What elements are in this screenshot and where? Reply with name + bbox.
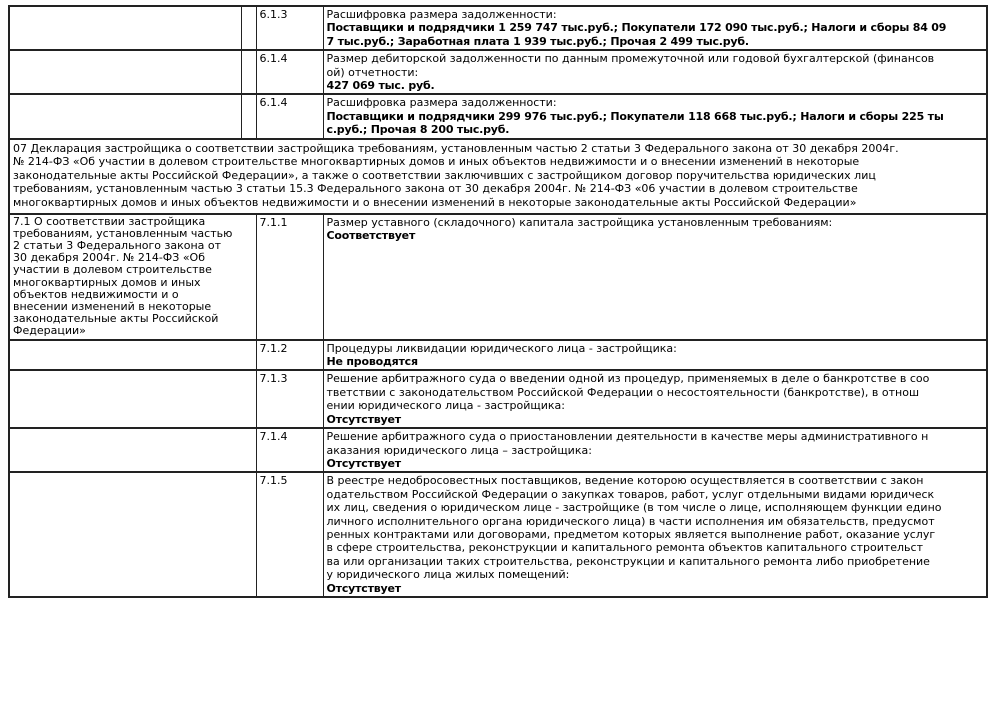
text-line: Соответствует bbox=[326, 229, 416, 243]
text-line: Расшифровка размера задолженности: bbox=[326, 96, 557, 110]
text-line: Размер уставного (складочного) капитала застройщика установленным требованиям: bbox=[326, 215, 833, 229]
row-content-cell bbox=[323, 472, 987, 597]
text-line: ении юридического лица - застройщика: bbox=[326, 399, 565, 413]
spacer-cell bbox=[241, 6, 256, 50]
section-header-line: требованиям, установленным частью 3 статьи 15.3 Федерального закона от 30 декабря 2004г. № 214-ФЗ «06 участии в долевом строительстве bbox=[13, 182, 858, 196]
text-line: 2 статьи 3 Федерального закона от bbox=[13, 239, 222, 253]
text-line: внесении изменений в некоторые bbox=[13, 300, 212, 314]
text-line: Отсутствует bbox=[326, 412, 401, 426]
row-number-cell: 6.1.3 bbox=[256, 6, 323, 50]
text-line: В реестре недобросовестных поставщиков, ведение которою осуществляется в соответствии с закон bbox=[326, 474, 924, 488]
table-row bbox=[9, 214, 987, 340]
row-content-cell bbox=[323, 50, 987, 94]
section-header-line: многоквартирных домов и иных объектов недвижимости и о внесении изменений в некоторые законодательные акты Российской Федерации» bbox=[13, 196, 857, 210]
text-line: законодательные акты Российской bbox=[13, 312, 219, 326]
text-line: Отсутствует bbox=[326, 581, 401, 595]
left-empty-cell bbox=[9, 94, 241, 138]
text-line: объектов недвижимости и о bbox=[13, 287, 179, 301]
table-row bbox=[9, 340, 987, 371]
text-line: ренных контрактами или договорами, предметом которых является выполнение работ, оказание услуг bbox=[326, 527, 936, 541]
text-line: требованиям, установленным частью bbox=[13, 226, 233, 240]
text-line: аказания юридического лица – застройщика: bbox=[326, 443, 592, 457]
left-empty-cell bbox=[9, 340, 256, 371]
row-number-cell: 7.1.1 bbox=[256, 214, 323, 340]
debt-details-table bbox=[8, 5, 988, 140]
table-row bbox=[9, 428, 987, 472]
left-empty-cell bbox=[9, 472, 256, 597]
row-number-cell: 7.1.3 bbox=[256, 370, 323, 428]
text-line: Процедуры ликвидации юридического лица - застройщика: bbox=[326, 341, 677, 355]
table-row bbox=[9, 94, 987, 138]
left-empty-cell bbox=[9, 428, 256, 472]
text-line: многоквартирных домов и иных bbox=[13, 275, 201, 289]
requirement-heading-cell bbox=[9, 214, 256, 340]
text-line: Не проводятся bbox=[326, 355, 418, 369]
row-content-cell bbox=[323, 94, 987, 138]
section-header-line: законодательные акты Российской Федерации», а также о соответствии заключивших с застройщиком договор поручительства юридических лиц bbox=[13, 168, 876, 182]
table-row bbox=[9, 50, 987, 94]
text-line: их лиц, сведения о юридическом лице - застройщике (в том числе о лице, исполняющем функции едино bbox=[326, 501, 942, 515]
text-line: 7.1 О соответствии застройщика bbox=[13, 214, 206, 228]
text-line: Размер дебиторской задолженности по данным промежуточной или годовой бухгалтерской (финансов bbox=[326, 52, 935, 66]
row-content-cell bbox=[323, 370, 987, 428]
text-line: ой) отчетности: bbox=[326, 65, 419, 79]
left-empty-cell bbox=[9, 50, 241, 94]
text-line: Решение арбитражного суда о приостановлении деятельности в качестве меры административного н bbox=[326, 430, 929, 444]
section-header-line: № 214-ФЗ «Об участии в долевом строительстве многоквартирных домов и иных объектов недвижимости и о внесении изменений в некоторые bbox=[13, 155, 860, 169]
table-row bbox=[9, 472, 987, 597]
left-empty-cell bbox=[9, 6, 241, 50]
section-07-declaration-header bbox=[8, 138, 988, 215]
row-number-cell: 7.1.5 bbox=[256, 472, 323, 597]
text-line: Отсутствует bbox=[326, 456, 401, 470]
declaration-compliance-table bbox=[8, 213, 988, 598]
row-content-cell bbox=[323, 214, 987, 340]
text-line: личного исполнительного органа юридического лица) в части исполнения им обязательств, предусмот bbox=[326, 514, 935, 528]
text-line: 7 тыс.руб.; Заработная плата 1 939 тыс.руб.; Прочая 2 499 тыс.руб. bbox=[326, 34, 749, 48]
section-header-line: 07 Декларация застройщика о соответствии застройщика требованиям, установленным частью 2 статьи 3 Федерального закона от 30 декабря 2004г. bbox=[13, 141, 899, 155]
text-line: участии в долевом строительстве bbox=[13, 263, 212, 277]
table-row bbox=[9, 370, 987, 428]
text-line: Решение арбитражного суда о введении одной из процедур, применяемых в деле о банкротстве в соо bbox=[326, 372, 930, 386]
row-content-cell bbox=[323, 340, 987, 371]
table-row bbox=[9, 6, 987, 50]
text-line: 30 декабря 2004г. № 214-ФЗ «Об bbox=[13, 251, 205, 265]
text-line: одательством Российской Федерации о закупках товаров, работ, услуг отдельными видами юридическ bbox=[326, 487, 935, 501]
text-line: ва или организации таких строительства, реконструкции и капитального ремонта либо приобретение bbox=[326, 554, 930, 568]
text-line: 427 069 тыс. руб. bbox=[326, 79, 435, 93]
row-number-cell: 7.1.4 bbox=[256, 428, 323, 472]
text-line: у юридического лица жилых помещений: bbox=[326, 568, 570, 582]
row-number-cell: 7.1.2 bbox=[256, 340, 323, 371]
text-line: с.руб.; Прочая 8 200 тыс.руб. bbox=[326, 123, 510, 137]
text-line: Поставщики и подрядчики 1 259 747 тыс.руб.; Покупатели 172 090 тыс.руб.; Налоги и сборы 84 09 bbox=[326, 21, 947, 35]
row-content-cell bbox=[323, 6, 987, 50]
text-line: тветствии с законодательством Российской Федерации о несостоятельности (банкротстве), в отнош bbox=[326, 385, 920, 399]
row-content-cell bbox=[323, 428, 987, 472]
text-line: Поставщики и подрядчики 299 976 тыс.руб.; Покупатели 118 668 тыс.руб.; Налоги и сборы 225 ты bbox=[326, 109, 944, 123]
text-line: Федерации» bbox=[13, 324, 86, 338]
text-line: в сфере строительства, реконструкции и капитального ремонта объектов капитального строительст bbox=[326, 541, 923, 555]
spacer-cell bbox=[241, 94, 256, 138]
row-number-cell: 6.1.4 bbox=[256, 94, 323, 138]
text-line: Расшифровка размера задолженности: bbox=[326, 8, 557, 21]
left-empty-cell bbox=[9, 370, 256, 428]
row-number-cell: 6.1.4 bbox=[256, 50, 323, 94]
spacer-cell bbox=[241, 50, 256, 94]
